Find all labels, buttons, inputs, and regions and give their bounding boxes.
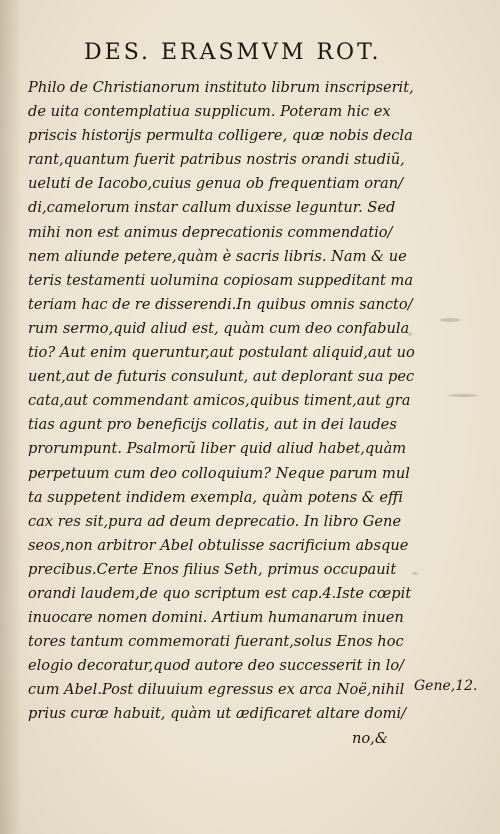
text-line: tias agunt pro beneficijs collatis, aut in dei laudes	[28, 416, 397, 434]
text-line: di,camelorum instar callum duxisse leguntur. Sed	[28, 199, 396, 217]
text-line: ta suppetent indidem exempla, quàm potens & effi	[28, 488, 404, 506]
text-line: tio? Aut enim queruntur,aut postulant aliquid,aut uo	[28, 344, 415, 362]
text-line: prius curæ habuit, quàm ut ædificaret altare domi/	[28, 705, 407, 723]
text-line: uent,aut de futuris consulunt, aut deplorant sua pec	[28, 368, 415, 386]
text-line: teris testamenti uolumina copiosam suppeditant ma	[28, 271, 414, 289]
text-line: priscis historijs permulta colligere, quæ nobis decla	[28, 127, 413, 145]
text-line: rant,quantum fuerit patribus nostris orandi studiũ,	[28, 151, 405, 169]
text-line: de uita contemplatiua supplicum. Poteram hic ex	[28, 103, 391, 121]
text-line: mihi non est animus deprecationis commendatio/	[28, 223, 393, 241]
text-line: elogio decoratur,quod autore deo successerit in lo/	[28, 657, 405, 675]
catchword: no,&	[352, 730, 388, 747]
text-line: cata,aut commendant amicos,quibus timent,aut gra	[28, 392, 411, 410]
text-line: seos,non arbitror Abel obtulisse sacrificium absque	[28, 536, 409, 554]
marginal-note: Gene,12.	[414, 678, 478, 694]
ink-bleed-mark	[448, 394, 478, 397]
main-text-block	[28, 76, 420, 727]
text-line: Philo de Christianorum instituto librum inscripserit,	[28, 79, 414, 96]
ink-bleed-mark	[408, 332, 412, 336]
text-line: precibus.Certe Enos filius Seth, primus occupauit	[28, 560, 397, 578]
ink-bleed-mark	[440, 318, 460, 322]
text-line: ueluti de Iacobo,cuius genua ob frequentiam oran/	[28, 175, 404, 193]
text-line: tores tantum commemorati fuerant,solus Enos hoc	[28, 633, 404, 651]
text-line: perpetuum cum deo colloquium? Neque parum mul	[28, 464, 410, 482]
text-line: cum Abel.Post diluuium egressus ex arca Noë,nihil	[28, 681, 405, 699]
ink-bleed-mark	[412, 572, 418, 575]
running-head: DES. ERASMVM ROT.	[84, 40, 382, 65]
text-line: inuocare nomen domini. Artium humanarum inuen	[28, 609, 404, 627]
text-line: cax res sit,pura ad deum deprecatio. In libro Gene	[28, 512, 402, 530]
text-line: teriam hac de re disserendi.In quibus omnis sancto/	[28, 295, 413, 313]
text-line: nem aliunde petere,quàm è sacris libris. Nam & ue	[28, 247, 407, 265]
text-line: rum sermo,quid aliud est, quàm cum deo confabula	[28, 319, 410, 337]
text-line: orandi laudem,de quo scriptum est cap.4.Iste cœpit	[28, 584, 412, 602]
text-line: prorumpunt. Psalmorũ liber quid aliud habet,quàm	[28, 440, 407, 458]
gutter-shadow	[0, 0, 22, 834]
